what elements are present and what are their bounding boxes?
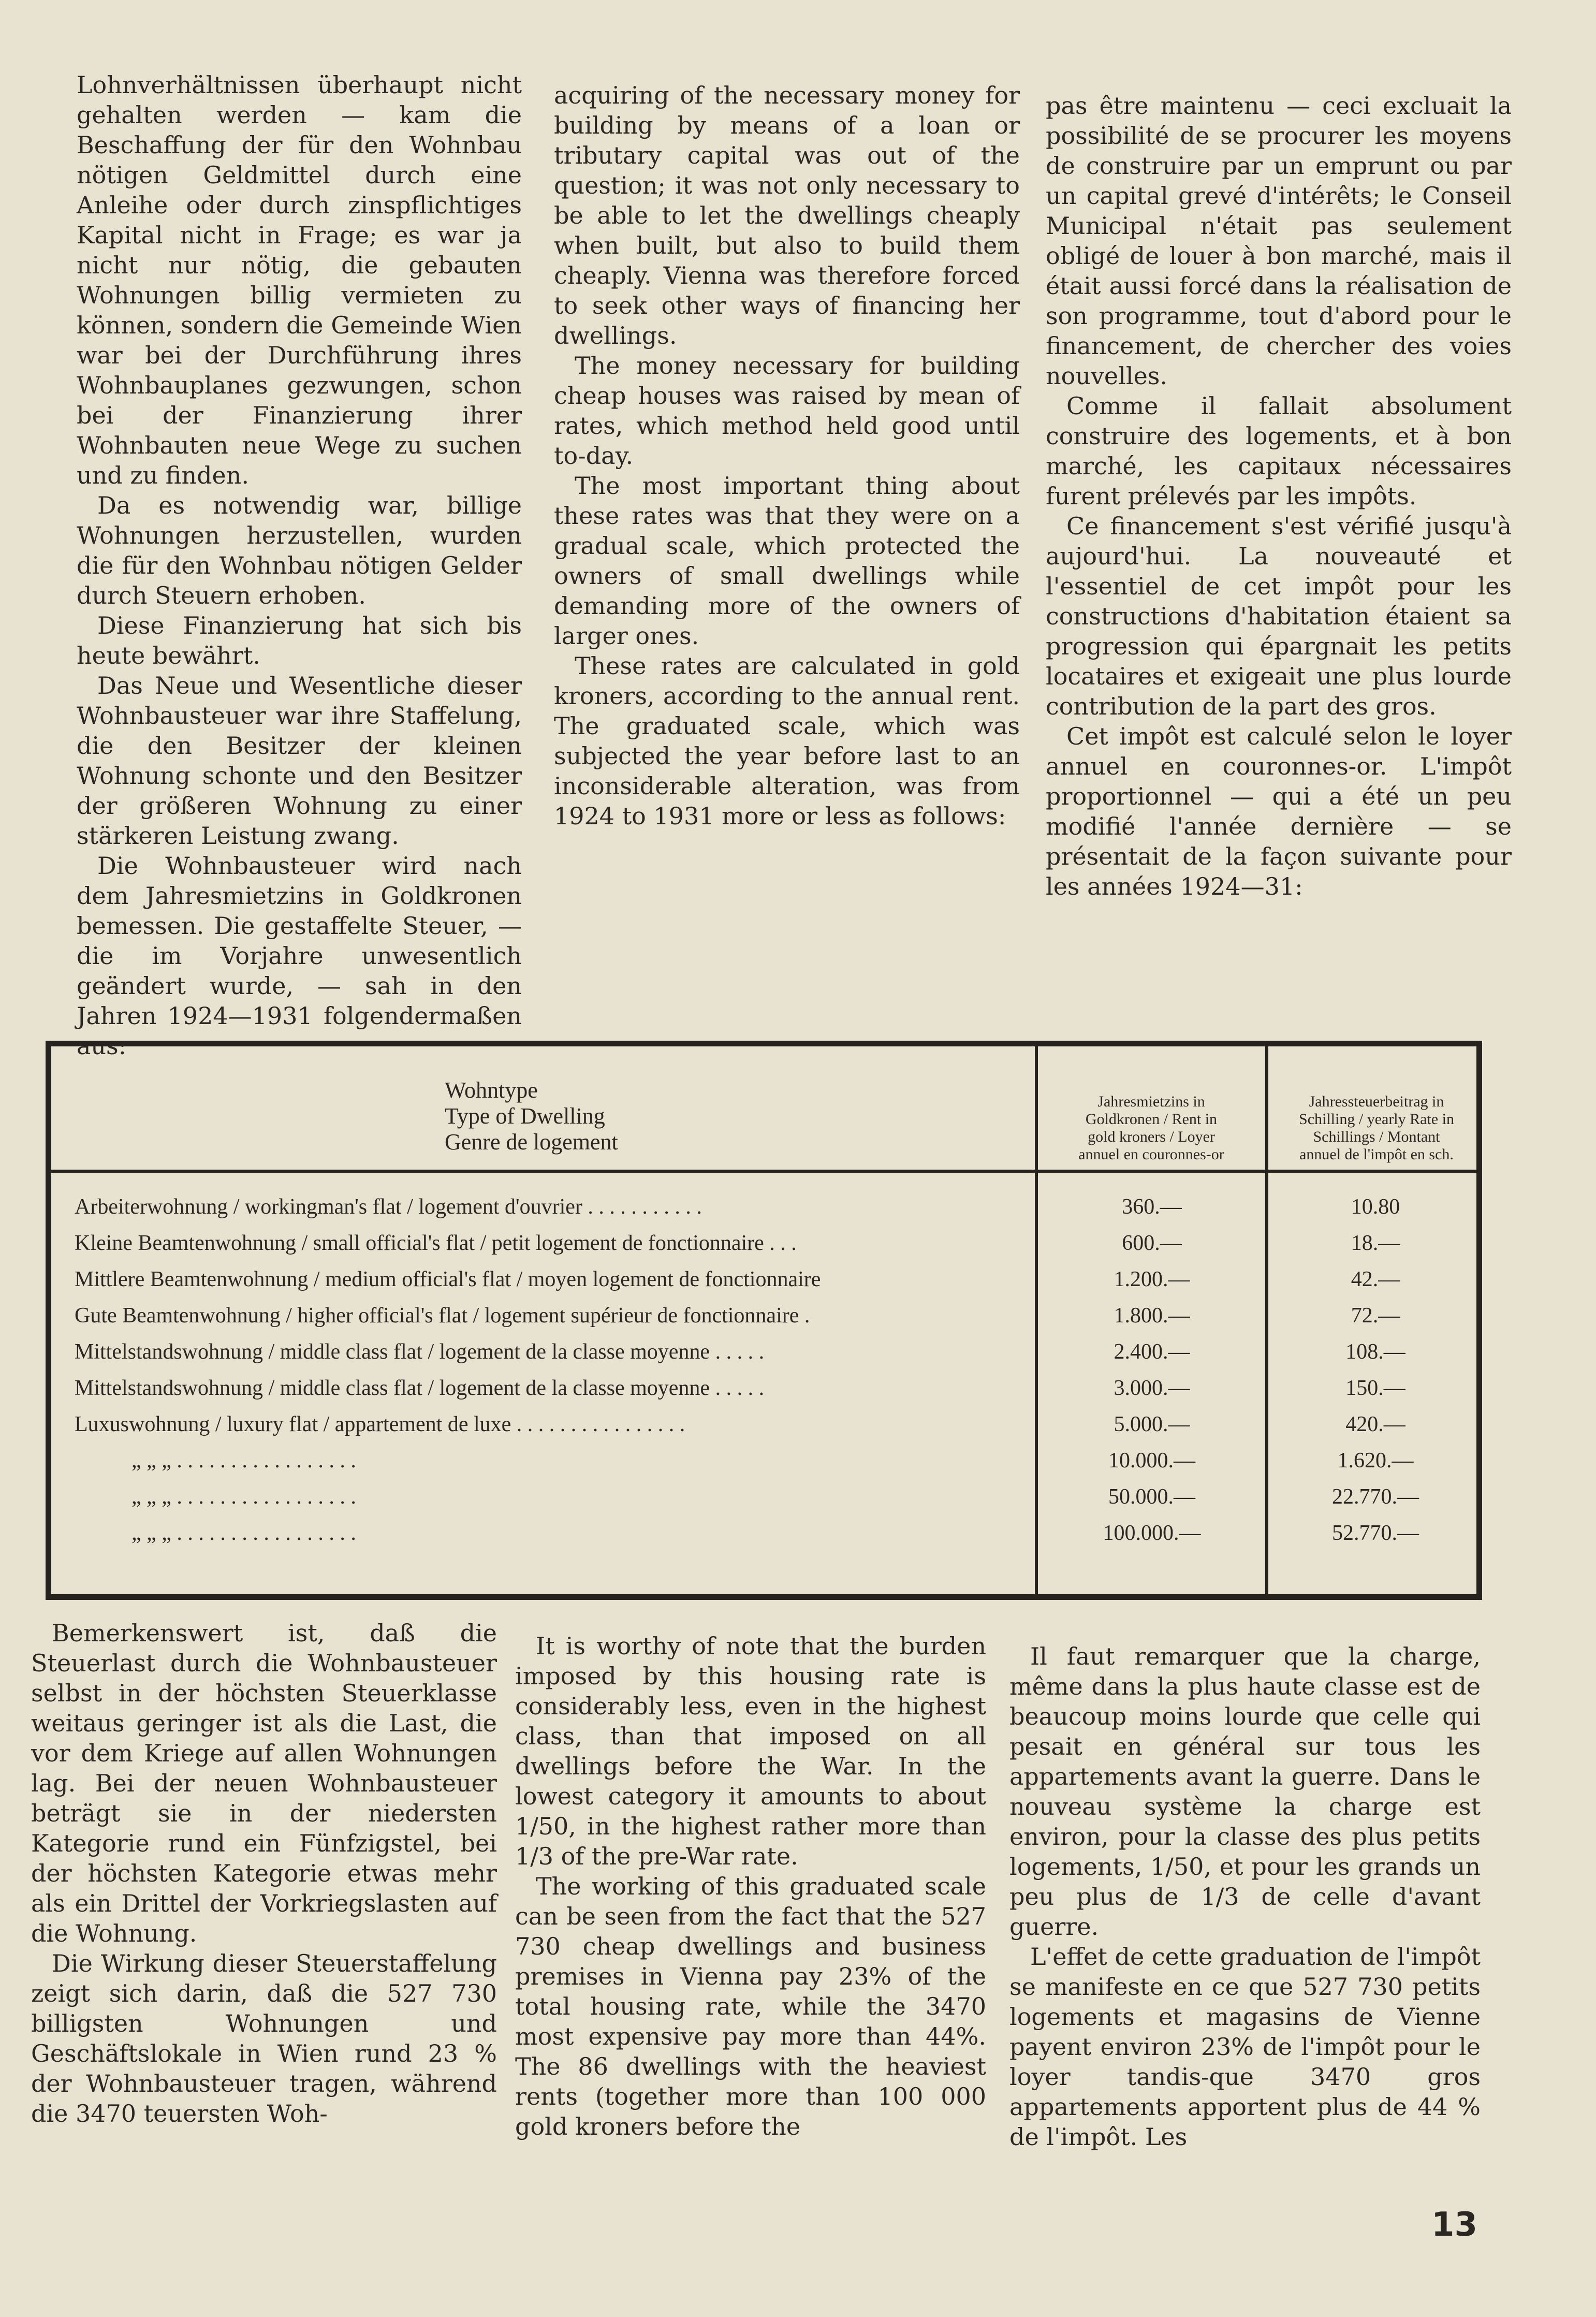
header-annual-rent	[1040, 1093, 1263, 1163]
table-row	[51, 1334, 1476, 1370]
paragraph: Comme il fallait absolument construire des logements, et à bon marché, les capitaux nécessaires furent prélevés par les impôts.	[1046, 392, 1512, 510]
header-line: Jahressteuerbeitrag in	[1309, 1093, 1444, 1110]
row-rent: 50.000.—	[1108, 1485, 1195, 1509]
paragraph: The money necessary for building cheap houses was raised by mean of rates, which method held good until to-day.	[554, 352, 1020, 470]
table-row	[51, 1370, 1476, 1406]
header-yearly-rate	[1270, 1093, 1483, 1163]
row-rate: 52.770.—	[1332, 1521, 1419, 1545]
header-dwelling-type	[445, 1077, 618, 1155]
row-rate: 10.80	[1351, 1195, 1400, 1219]
row-rate: 420.—	[1345, 1412, 1405, 1436]
row-label: Gute Beamtenwohnung / higher official's flat / logement supérieur de fonctionnaire .	[75, 1304, 810, 1328]
row-label: „ „ „ . . . . . . . . . . . . . . . . .	[131, 1449, 356, 1473]
page-number: 13	[1431, 2206, 1478, 2244]
header-line: Schilling / yearly Rate in	[1299, 1111, 1454, 1128]
german-text-top	[77, 70, 522, 1061]
paragraph: Die Wohnbausteuer wird nach dem Jahresmietzins in Goldkronen bemessen. Die gestaffelte Steuer, — die im Vorjahre unwesentlich geändert wurde, — sah in den Jahren 1924—1931 folgendermaßen aus:	[77, 852, 522, 1060]
header-line: Jahresmietzins in	[1097, 1093, 1205, 1110]
header-line: gold kroners / Loyer	[1088, 1128, 1215, 1145]
paragraph: Das Neue und Wesentliche dieser Wohnbausteuer war ihre Staffelung, die den Besitzer der kleinen Wohnung schonte und den Besitzer der größeren Wohnung zu einer stärkeren Leistung zwang.	[77, 672, 522, 850]
row-rent: 1.200.—	[1114, 1267, 1190, 1291]
row-rate: 108.—	[1345, 1340, 1405, 1364]
paragraph: Il faut remarquer que la charge, même dans la plus haute classe est de beaucoup moins lourde que celle qui pesait en général sur tous les appartements avant la guerre. Dans le nouveau système la charge est environ, pour la classe des plus petits logements, 1/50, et pour les grands un peu plus de 1/3 de celle d'avant guerre.	[1009, 1642, 1481, 1941]
row-rate: 18.—	[1351, 1231, 1400, 1255]
paragraph: The working of this graduated scale can be seen from the fact that the 527 730 cheap dwellings and business premises in Vienna pay 23% of the total housing rate, while the 3470 most expensive pay more than 44%. The 86 dwellings with the heaviest rents (together more than 100 000 gold kroners before the	[515, 1872, 986, 2140]
paragraph: These rates are calculated in gold kroners, according to the annual rent. The graduated scale, which was subjected the year before last to an inconsiderable alteration, was from 1924 to 1931 more or less as follows:	[554, 652, 1020, 830]
row-rent: 600.—	[1122, 1231, 1182, 1255]
row-rent: 1.800.—	[1114, 1304, 1190, 1328]
row-label: „ „ „ . . . . . . . . . . . . . . . . .	[131, 1485, 356, 1509]
paragraph: Cet impôt est calculé selon le loyer annuel en couronnes-or. L'impôt proportionnel — qui a été un peu modifié l'année dernière — se présentait de la façon suivante pour les années 1924—31:	[1046, 722, 1512, 900]
table-row	[51, 1515, 1476, 1551]
paragraph: Diese Finanzierung hat sich bis heute bewährt.	[77, 611, 522, 669]
table-row	[51, 1479, 1476, 1515]
french-text-top	[1046, 91, 1512, 901]
row-rent: 100.000.—	[1103, 1521, 1201, 1545]
row-label: Arbeiterwohnung / workingman's flat / logement d'ouvrier . . . . . . . . . . .	[75, 1195, 702, 1219]
paragraph: It is worthy of note that the burden imposed by this housing rate is considerably less, even in the highest class, than that imposed on all dwellings before the War. In the lowest category it amounts to about 1/50, in the highest rather more than 1/3 of the pre-War rate.	[515, 1632, 986, 1870]
header-line: Genre de logement	[445, 1129, 618, 1155]
table-row	[51, 1189, 1476, 1225]
header-line: Schillings / Montant	[1313, 1128, 1440, 1145]
paragraph: Lohnverhältnissen überhaupt nicht gehalten werden — kam die Beschaffung der für den Wohnbau nötigen Geldmittel durch eine Anleihe oder durch zinspflichtiges Kapital nicht in Frage; es war ja nicht nur nötig, die gebauten Wohnungen billig vermieten zu können, sondern die Gemeinde Wien war bei der Durchführung ihres Wohnbauplanes gezwungen, schon bei der Finanzierung ihrer Wohnbauten neue Wege zu suchen und zu finden.	[77, 71, 522, 489]
row-rate: 42.—	[1351, 1267, 1400, 1291]
row-rent: 2.400.—	[1114, 1340, 1190, 1364]
row-rate: 1.620.—	[1337, 1449, 1414, 1473]
row-label: Mittelstandswohnung / middle class flat / logement de la classe moyenne . . . . .	[75, 1340, 765, 1364]
row-rent: 10.000.—	[1108, 1449, 1195, 1473]
row-label: Mittelstandswohnung / middle class flat / logement de la classe moyenne . . . . .	[75, 1376, 765, 1400]
paragraph: Die Wirkung dieser Steuerstaffelung zeigt sich darin, daß die 527 730 billigsten Wohnungen und Geschäftslokale in Wien rund 23 % der Wohnbausteuer tragen, während die 3470 teuersten Woh-	[31, 1949, 497, 2127]
housing-rate-table	[46, 1041, 1482, 1600]
row-label: Mittlere Beamtenwohnung / medium official's flat / moyen logement de fonctionnaire	[75, 1267, 821, 1291]
paragraph: Bemerkenswert ist, daß die Steuerlast durch die Wohnbausteuer selbst in der höchsten Steuerklasse weitaus geringer ist als die Last, die vor dem Kriege auf allen Wohnungen lag. Bei der neuen Wohnbausteuer beträgt sie in der niedersten Kategorie rund ein Fünfzigstel, bei der höchsten Kategorie etwas mehr als ein Drittel der Vorkriegslasten auf die Wohnung.	[31, 1619, 497, 1947]
row-rent: 360.—	[1122, 1195, 1182, 1219]
header-divider	[51, 1170, 1476, 1173]
table-row	[51, 1225, 1476, 1261]
table-row	[51, 1298, 1476, 1334]
header-line: Type of Dwelling	[445, 1103, 605, 1129]
table-row	[51, 1406, 1476, 1442]
row-rate: 22.770.—	[1332, 1485, 1419, 1509]
french-text-bottom	[1009, 1641, 1481, 2152]
header-line: Goldkronen / Rent in	[1085, 1111, 1218, 1128]
table-row	[51, 1261, 1476, 1298]
german-text-bottom	[31, 1618, 497, 2129]
row-rate: 72.—	[1351, 1304, 1400, 1328]
header-line: Wohntype	[445, 1077, 538, 1103]
table-row	[51, 1442, 1476, 1479]
header-line: annuel de l'impôt en sch.	[1299, 1146, 1454, 1163]
paragraph: The most important thing about these rates was that they were on a gradual scale, which protected the owners of small dwellings while demanding more of the owners of larger ones.	[554, 472, 1020, 650]
paragraph: acquiring of the necessary money for building by means of a loan or tributary capital was out of the question; it was not only necessary to be able to let the dwellings cheaply when built, but also to build them cheaply. Vienna was therefore forced to seek other ways of financing her dwellings.	[554, 81, 1020, 349]
english-text-bottom	[515, 1631, 986, 2141]
paragraph: L'effet de cette graduation de l'impôt se manifeste en ce que 527 730 petits logements et magasins de Vienne payent environ 23% de l'impôt pour le loyer tandis-que 3470 gros appartements apportent plus de 44 % de l'impôt. Les	[1009, 1943, 1481, 2151]
paragraph: Da es notwendig war, billige Wohnungen herzustellen, wurden die für den Wohnbau nötigen Gelder durch Steuern erhoben.	[77, 491, 522, 609]
row-rent: 3.000.—	[1114, 1376, 1190, 1400]
row-label: „ „ „ . . . . . . . . . . . . . . . . .	[131, 1521, 356, 1545]
english-text-top	[554, 80, 1020, 831]
row-rent: 5.000.—	[1114, 1412, 1190, 1436]
row-label: Kleine Beamtenwohnung / small official's flat / petit logement de fonctionnaire . . .	[75, 1231, 797, 1255]
header-line: annuel en couronnes-or	[1078, 1146, 1224, 1163]
paragraph: pas être maintenu — ceci excluait la possibilité de se procurer les moyens de construire par un emprunt ou par un capital grevé d'intérêts; le Conseil Municipal n'était pas seulement obligé de louer à bon marché, mais il était aussi forcé dans la réalisation de son programme, tout d'abord pour le financement, de chercher des voies nouvelles.	[1046, 92, 1512, 390]
row-rate: 150.—	[1345, 1376, 1405, 1400]
row-label: Luxuswohnung / luxury flat / appartement de luxe . . . . . . . . . . . . . . . .	[75, 1412, 685, 1436]
paragraph: Ce financement s'est vérifié jusqu'à aujourd'hui. La nouveauté et l'essentiel de cet impôt pour les constructions d'habitation étaient sa progression qui épargnait les petits locataires et exigeait une plus lourde contribution de la part des gros.	[1046, 512, 1512, 720]
